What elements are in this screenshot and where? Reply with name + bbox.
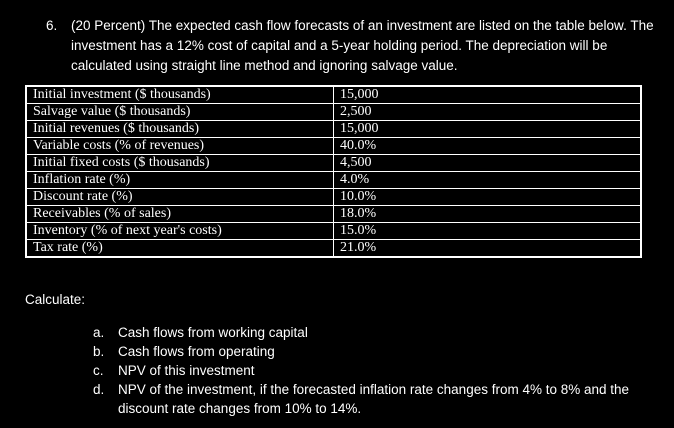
table-row (26, 223, 641, 240)
list-item (93, 342, 653, 361)
row-label: Initial investment ($ thousands) (26, 86, 334, 104)
row-value: 40.0% (334, 138, 642, 155)
table-row (26, 172, 641, 189)
table-row (26, 138, 641, 155)
question-number: 6. (46, 18, 58, 33)
list-item (93, 380, 653, 418)
row-value: 15,000 (334, 86, 642, 104)
row-value: 2,500 (334, 104, 642, 121)
table-row (26, 206, 641, 223)
list-marker: c. (93, 363, 104, 378)
row-label: Variable costs (% of revenues) (26, 138, 334, 155)
table-row (26, 189, 641, 206)
table-row (26, 121, 641, 138)
row-value: 15.0% (334, 223, 642, 240)
row-label: Tax rate (%) (26, 240, 334, 258)
question-block (46, 16, 656, 76)
list-marker: a. (93, 325, 105, 340)
row-label: Salvage value ($ thousands) (26, 104, 334, 121)
row-value: 21.0% (334, 240, 642, 258)
row-value: 18.0% (334, 206, 642, 223)
row-label: Discount rate (%) (26, 189, 334, 206)
row-value: 4,500 (334, 155, 642, 172)
table-row (26, 155, 641, 172)
list-marker: b. (93, 344, 105, 359)
list-item-text: Cash flows from operating (118, 344, 275, 359)
list-item (93, 361, 653, 380)
list-marker: d. (93, 382, 105, 397)
row-value: 15,000 (334, 121, 642, 138)
row-value: 4.0% (334, 172, 642, 189)
list-item (93, 323, 653, 342)
row-label: Inventory (% of next year's costs) (26, 223, 334, 240)
row-label: Initial fixed costs ($ thousands) (26, 155, 334, 172)
row-label: Inflation rate (%) (26, 172, 334, 189)
table-row (26, 86, 641, 104)
cash-flow-table (25, 85, 642, 258)
list-item-text: NPV of the investment, if the forecasted inflation rate changes from 4% to 8% and the discount rate changes from 10% to 14%. (118, 382, 630, 416)
row-label: Initial revenues ($ thousands) (26, 121, 334, 138)
calculate-heading: Calculate: (25, 292, 86, 307)
list-item-text: Cash flows from working capital (118, 325, 308, 340)
list-item-text: NPV of this investment (118, 363, 255, 378)
question-text: (20 Percent) The expected cash flow forecasts of an investment are listed on the table below. The investment has a 12% cost of capital and a 5-year holding period. The depreciation will be calculated using straight line method and ignoring salvage value. (71, 18, 654, 73)
table-row (26, 104, 641, 121)
table-row (26, 240, 641, 258)
task-list (93, 323, 653, 418)
row-label: Receivables (% of sales) (26, 206, 334, 223)
row-value: 10.0% (334, 189, 642, 206)
